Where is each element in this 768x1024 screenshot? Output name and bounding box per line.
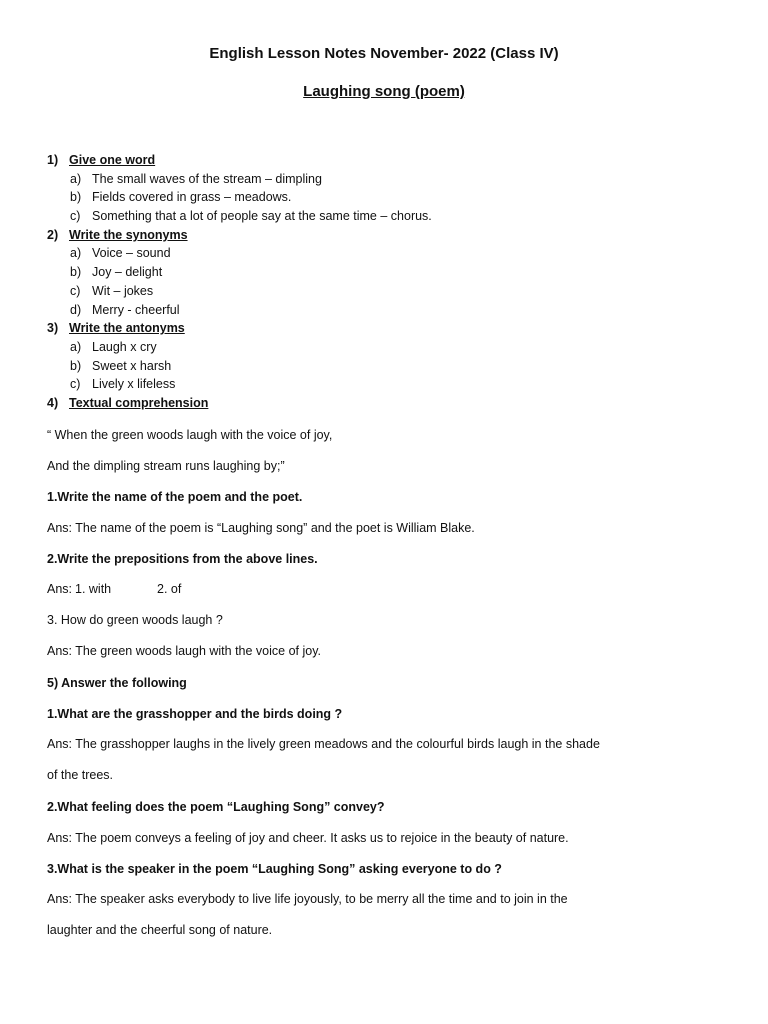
answer: Ans: The name of the poem is “Laughing song” and the poet is William Blake.: [47, 521, 475, 535]
question: 3. How do green woods laugh ?: [47, 613, 223, 627]
poem-line: And the dimpling stream runs laughing by;”: [47, 459, 285, 473]
poem-line: “ When the green woods laugh with the voice of joy,: [47, 428, 333, 442]
section-number: 3): [47, 321, 59, 335]
answer: Ans: The poem conveys a feeling of joy and cheer. It asks us to rejoice in the beauty of nature.: [47, 831, 569, 845]
item-label: c): [70, 209, 81, 223]
answer-part: 2. of: [157, 582, 182, 596]
document-title: English Lesson Notes November- 2022 (Class IV): [209, 45, 559, 62]
item-label: b): [70, 359, 82, 373]
item-label: a): [70, 172, 82, 186]
item-text: Fields covered in grass – meadows.: [92, 190, 292, 204]
section-heading: Write the antonyms: [69, 321, 185, 335]
section-heading: Write the synonyms: [69, 228, 188, 242]
item-text: Voice – sound: [92, 246, 171, 260]
item-text: Joy – delight: [92, 265, 163, 279]
item-label: c): [70, 377, 81, 391]
item-label: b): [70, 265, 82, 279]
answer-continued: of the trees.: [47, 768, 114, 782]
answer: Ans: The grasshopper laughs in the lively green meadows and the colourful birds laugh in the shade: [47, 737, 600, 751]
item-label: a): [70, 246, 82, 260]
item-label: c): [70, 284, 81, 298]
section-heading: Give one word: [69, 153, 156, 167]
section-heading: Textual comprehension: [69, 396, 209, 410]
item-text: Wit – jokes: [92, 284, 154, 298]
answer: Ans: The speaker asks everybody to live life joyously, to be merry all the time and to join in the: [47, 892, 568, 906]
answer-part: 1. with: [75, 582, 112, 596]
section-5-heading: 5) Answer the following: [47, 676, 187, 690]
item-label: b): [70, 190, 82, 204]
item-text: The small waves of the stream – dimpling: [92, 172, 322, 186]
item-text: Something that a lot of people say at the same time – chorus.: [92, 209, 432, 223]
question: 1.What are the grasshopper and the birds doing ?: [47, 707, 343, 721]
section-number: 1): [47, 153, 59, 167]
section-number: 4): [47, 396, 59, 410]
section-number: 2): [47, 228, 59, 242]
item-label: a): [70, 340, 82, 354]
item-text: Laugh x cry: [92, 340, 157, 354]
question: 2.Write the prepositions from the above lines.: [47, 552, 318, 566]
document-subtitle: Laughing song (poem): [303, 83, 465, 100]
item-text: Lively x lifeless: [92, 377, 176, 391]
answer-continued: laughter and the cheerful song of nature.: [47, 923, 273, 937]
question: 2.What feeling does the poem “Laughing Song” convey?: [47, 800, 385, 814]
item-text: Sweet x harsh: [92, 359, 172, 373]
question: 3.What is the speaker in the poem “Laughing Song” asking everyone to do ?: [47, 862, 502, 876]
answer-prefix: Ans:: [47, 582, 73, 596]
question: 1.Write the name of the poem and the poet.: [47, 490, 303, 504]
item-label: d): [70, 303, 82, 317]
answer: Ans: The green woods laugh with the voice of joy.: [47, 644, 322, 658]
answer: [47, 580, 182, 598]
item-text: Merry - cheerful: [92, 303, 180, 317]
